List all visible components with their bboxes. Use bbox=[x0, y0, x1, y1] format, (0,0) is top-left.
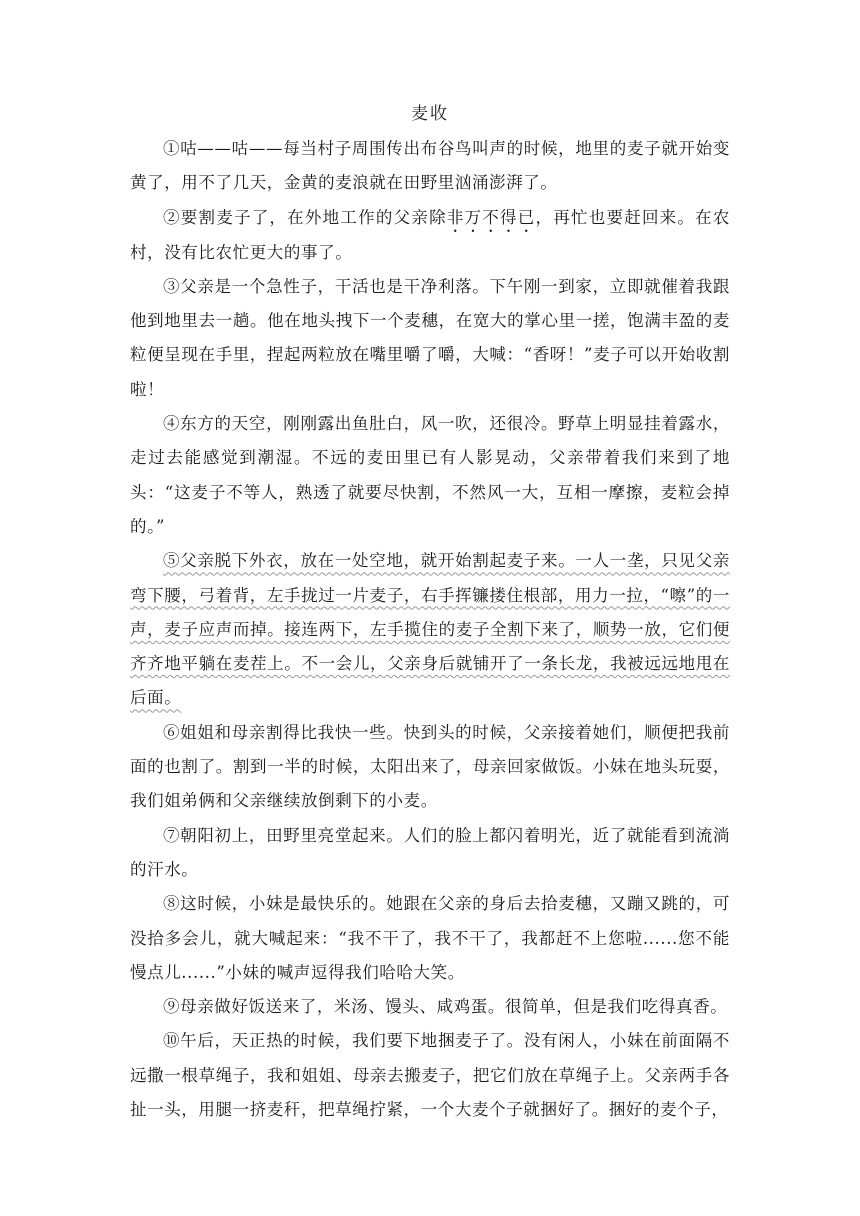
wavy-underlined-passage: ⑤父亲脱下外衣，放在一处空地，就开始割起麦子来。一人一垄，只见父亲弯下腰，弓着背，左手拢过一片麦子，右手挥镰搂住根部，用力一拉，“嚓”的一声，麦子应声而掉。接连两下，左手揽住的麦子全割下来了，顺势一放，它们便齐齐地平躺在麦茬上。不一会儿，父亲身后就铺开了一条长龙，我被远远地甩在后面。 bbox=[130, 551, 730, 708]
document-body bbox=[130, 132, 730, 1127]
paragraph-8: ⑧这时候，小妹是最快乐的。她跟在父亲的身后去拾麦穗，又蹦又跳的，可没拾多会儿，就大喊起来：“我不干了，我不干了，我都赶不上您啦......您不能慢点儿......”小妹的喊声逗得我们哈哈大笑。 bbox=[130, 894, 730, 982]
paragraph-4: ④东方的天空，刚刚露出鱼肚白，风一吹，还很冷。野草上明显挂着露水，走过去能感觉到潮湿。不远的麦田里已有人影晃动，父亲带着我们来到了地头：“这麦子不等人，熟透了就要尽快割，不然风一大，互相一摩擦，麦粒会掉的。” bbox=[130, 414, 730, 536]
paragraph-2-before: ②要割麦子了，在外地工作的父亲除 bbox=[163, 207, 447, 227]
paragraph-2-after: ，再忙也要赶回来。在农村，没有比农忙更大的事了。 bbox=[130, 207, 730, 262]
paragraph-9: ⑨母亲做好饭送来了，米汤、馒头、咸鸡蛋。很简单，但是我们吃得真香。 bbox=[163, 997, 728, 1017]
document-title: 麦收 bbox=[411, 104, 449, 124]
paragraph-3: ③父亲是一个急性子，干活也是干净利落。下午刚一到家，立即就催着我跟他到地里去一趟。他在地头拽下一个麦穗，在宽大的掌心里一搓，饱满丰盈的麦粒便呈现在手里，捏起两粒放在嘴里嚼了嚼，大喊：“香呀！”麦子可以开始收割啦！ bbox=[130, 276, 730, 399]
paragraph-5 bbox=[130, 544, 730, 715]
paragraph-1: ①咕——咕——每当村子周围传出布谷鸟叫声的时候，地里的麦子就开始变黄了，用不了几天，金黄的麦浪就在田野里汹涌澎湃了。 bbox=[130, 139, 730, 193]
paragraph-10: ⑩午后，天正热的时候，我们要下地捆麦子了。没有闲人，小妹在前面隔不远撒一根草绳子，我和姐姐、母亲去搬麦子，把它们放在草绳子上。父亲两手各扯一头，用腿一挤麦秆，把草绳拧紧，一个大麦个子就捆好了。捆好的麦个子， bbox=[130, 1031, 730, 1120]
paragraph-2 bbox=[130, 201, 730, 270]
emphasized-phrase: 非万不得已 bbox=[446, 207, 536, 227]
paragraph-7: ⑦朝阳初上，田野里亮堂起来。人们的脸上都闪着明光，近了就能看到流淌的汗水。 bbox=[130, 825, 730, 879]
paragraph-6: ⑥姐姐和母亲割得比我快一些。快到头的时候，父亲接着她们，顺便把我前面的也割了。割到一半的时候，太阳出来了，母亲回家做饭。小妹在地头玩耍，我们姐弟俩和父亲继续放倒剩下的小麦。 bbox=[130, 722, 730, 811]
